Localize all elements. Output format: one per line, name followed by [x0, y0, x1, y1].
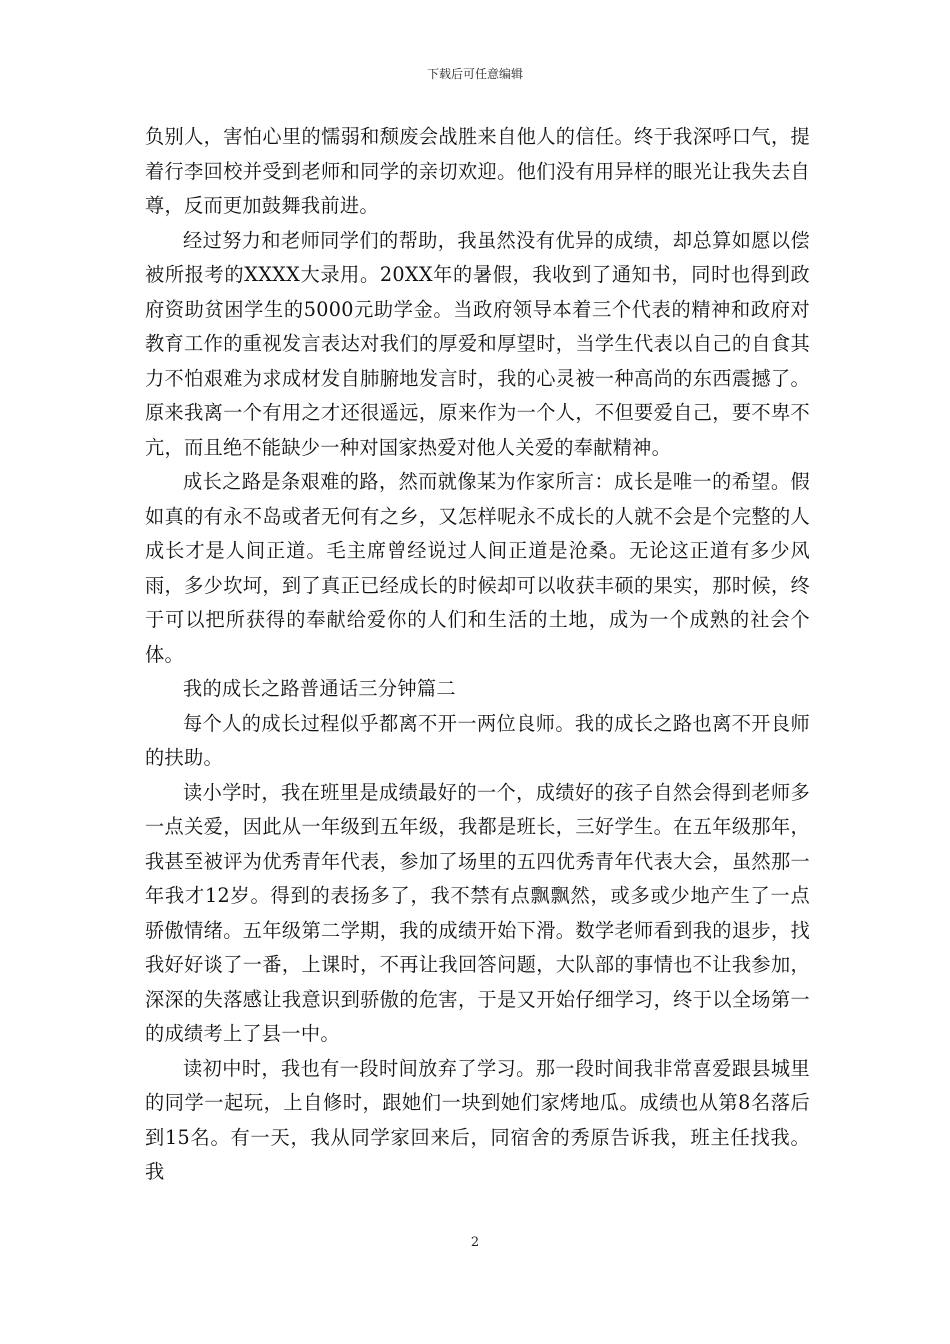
page-header: 下载后可任意编辑: [426, 67, 523, 81]
paragraph: 每个人的成长过程似乎都离不开一两位良师。我的成长之路也离不开良师的扶助。: [145, 711, 810, 769]
page-number: 2: [470, 1235, 480, 1250]
paragraph-continued: 负别人，害怕心里的懦弱和颓废会战胜来自他人的信任。终于我深呼口气，提着行李回校并受到老师和同学的亲切欢迎。他们没有用异样的眼光让我失去自尊，反而更加鼓舞我前进。: [145, 125, 810, 217]
paragraph: 成长之路是条艰难的路，然而就像某为作家所言：成长是唯一的希望。假如真的有永不岛或者无何有之乡，又怎样呢永不成长的人就不会是个完整的人成长才是人间正道。毛主席曾经说过人间正道是沧桑。无论这正道有多少风雨，多少坎坷，到了真正已经成长的时候却可以收获丰硕的果实，那时候，终于可以把所获得的奉献给爱你的人们和生活的土地，成为一个成熟的社会个体。: [145, 470, 810, 666]
paragraph: 读初中时，我也有一段时间放弃了学习。那一段时间我非常喜爱跟县城里的同学一起玩，上自修时，跟她们一块到她们家烤地瓜。成绩也从第8名落后到15名。有一天，我从同学家回来后，同宿舍的秀原告诉我，班主任找我。我: [145, 1056, 810, 1183]
paragraph: 读小学时，我在班里是成绩最好的一个，成绩好的孩子自然会得到老师多一点关爱，因此从一年级到五年级，我都是班长，三好学生。在五年级那年，我甚至被评为优秀青年代表，参加了场里的五四优秀青年代表大会，虽然那一年我才12岁。得到的表扬多了，我不禁有点飘飘然，或多或少地产生了一点骄傲情绪。五年级第二学期，我的成绩开始下滑。数学老师看到我的退步，找我好好谈了一番，上课时，不再让我回答问题，大队部的事情也不让我参加，深深的失落感让我意识到骄傲的危害，于是又开始仔细学习，终于以全场第一的成绩考上了县一中。: [145, 780, 810, 1045]
document-body: [145, 120, 810, 1190]
section-heading: 我的成长之路普通话三分钟篇二: [183, 677, 456, 700]
paragraph: 经过努力和老师同学们的帮助，我虽然没有优异的成绩，却总算如愿以偿被所报考的XXXX大录用。20XX年的暑假，我收到了通知书，同时也得到政府资助贫困学生的5000元助学金。当政府领导本着三个代表的精神和政府对教育工作的重视发言表达对我们的厚爱和厚望时，当学生代表以自己的自食其力不怕艰难为求成材发自肺腑地发言时，我的心灵被一种高尚的东西震撼了。原来我离一个有用之才还很遥远，原来作为一个人，不但要爱自己，要不卑不亢，而且绝不能缺少一种对国家热爱对他人关爱的奉献精神。: [145, 228, 810, 459]
